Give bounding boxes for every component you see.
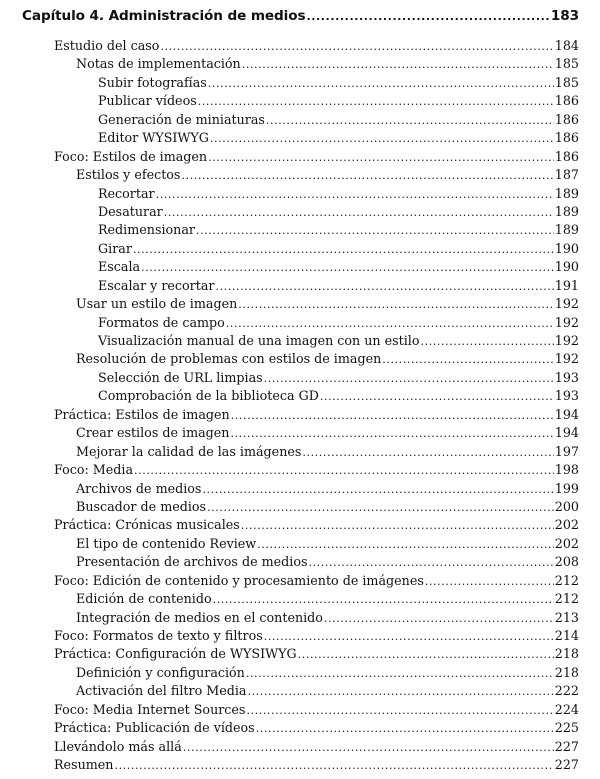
toc-entry — [0, 701, 600, 719]
toc-entry-title: Resumen — [54, 757, 114, 773]
toc-entry-page-number: 218 — [554, 664, 579, 680]
toc-entry-title: Integración de medios en el contenido — [76, 609, 323, 625]
toc-entry-page-number: 192 — [554, 314, 579, 330]
toc-entry-title: Resolución de problemas con estilos de imagen — [76, 351, 382, 367]
toc-entry-page-number: 202 — [554, 535, 579, 551]
toc-entry — [0, 295, 600, 313]
toc-entry — [0, 627, 600, 645]
dot-leader — [306, 10, 549, 23]
toc-entry — [0, 609, 600, 627]
toc-entry-title: Foco: Formatos de texto y filtros — [54, 628, 263, 643]
dot-leader — [215, 278, 553, 296]
toc-entry-title: Buscador de medios — [76, 498, 207, 514]
toc-entry — [0, 37, 600, 55]
dot-leader — [231, 407, 554, 425]
toc-entry — [0, 480, 600, 498]
dot-leader — [133, 241, 554, 259]
toc-entry-page-number: 198 — [554, 462, 579, 478]
toc-entry-page-number: 187 — [554, 167, 579, 183]
toc-entry-page-number: 186 — [554, 93, 579, 109]
toc-entry — [0, 314, 600, 332]
toc-entry-page-number: 192 — [554, 333, 579, 348]
dot-leader — [266, 112, 554, 130]
dot-leader — [425, 573, 554, 591]
toc-entry-page-number: 202 — [554, 517, 579, 533]
toc-entry — [0, 738, 600, 756]
toc-entry-page-number: 191 — [554, 277, 579, 293]
toc-entry — [0, 443, 600, 461]
toc-entry-title: Edición de contenido — [76, 591, 212, 607]
toc-entry-title: Crear estilos de imagen — [76, 425, 230, 441]
toc-entry — [0, 277, 600, 295]
toc-entry-page-number: 212 — [554, 572, 579, 588]
toc-entry-title: Práctica: Configuración de WYSIWYG — [54, 646, 297, 662]
toc-entry-page-number: 227 — [554, 738, 579, 754]
toc-entry-title: Foco: Edición de contenido y procesamiento de imágenes — [54, 572, 424, 588]
toc-entry-title: Recortar — [98, 185, 155, 201]
toc-entry-page-number: 222 — [554, 683, 579, 699]
toc-entry-title: Desaturar — [98, 203, 163, 219]
toc-entry-title: Llevándolo más allá — [54, 738, 182, 754]
dot-leader — [141, 259, 554, 277]
toc-entry-page-number: 193 — [554, 369, 579, 385]
toc-entry-page-number: 186 — [554, 148, 579, 164]
toc-entry — [0, 55, 600, 73]
toc-entry — [0, 258, 600, 276]
dot-leader — [298, 646, 554, 664]
dot-leader — [257, 536, 554, 554]
toc-entry-page-number: 194 — [554, 425, 579, 441]
dot-leader — [160, 38, 553, 56]
dot-leader — [114, 757, 553, 775]
toc-entry — [0, 221, 600, 239]
toc-entry-page-number: 189 — [554, 185, 579, 201]
toc-entry-title: Presentación de archivos de medios — [76, 554, 308, 570]
toc-entry-title: Práctica: Estilos de imagen — [54, 406, 230, 422]
toc-entry-page-number: 199 — [554, 480, 579, 496]
toc-entry-title: El tipo de contenido Review — [76, 535, 257, 551]
toc-entry-title: Foco: Estilos de imagen — [54, 148, 208, 164]
dot-leader — [164, 204, 554, 222]
dot-leader — [302, 444, 553, 462]
chapter-title: Capítulo 4. Administración de medios — [22, 8, 306, 24]
toc-entry-page-number: 224 — [554, 701, 579, 717]
toc-entry-title: Publicar vídeos — [98, 93, 197, 109]
toc-entry-title: Mejorar la calidad de las imágenes — [76, 443, 302, 459]
toc-entry-page-number: 218 — [554, 646, 579, 662]
toc-entry — [0, 572, 600, 590]
toc-entry — [0, 350, 600, 368]
dot-leader — [256, 720, 554, 738]
chapter-heading — [22, 8, 579, 30]
dot-leader — [264, 628, 554, 646]
toc-entry-title: Foco: Media Internet Sources — [54, 701, 246, 717]
toc-entry — [0, 369, 600, 387]
toc-entry-title: Comprobación de la biblioteca GD — [98, 388, 319, 404]
dot-leader — [181, 167, 553, 185]
dot-leader — [247, 683, 553, 701]
dot-leader — [230, 425, 553, 443]
toc-entry-title: Práctica: Crónicas musicales — [54, 517, 240, 533]
toc-entry — [0, 74, 600, 92]
dot-leader — [196, 222, 554, 240]
toc-entry — [0, 148, 600, 166]
toc-entry — [0, 516, 600, 534]
toc-entry-page-number: 197 — [554, 443, 579, 459]
toc-entry-title: Escalar y recortar — [98, 277, 215, 293]
toc-entry-title: Práctica: Publicación de vídeos — [54, 720, 255, 736]
toc-list — [0, 37, 600, 775]
toc-entry — [0, 332, 600, 350]
chapter-page-number: 183 — [550, 8, 579, 24]
toc-entry-page-number: 194 — [554, 406, 579, 422]
dot-leader — [202, 481, 553, 499]
toc-entry-page-number: 200 — [554, 498, 579, 514]
toc-entry-title: Notas de implementación — [76, 56, 241, 72]
toc-entry-page-number: 189 — [554, 203, 579, 219]
toc-entry — [0, 590, 600, 608]
toc-entry-page-number: 212 — [554, 591, 579, 607]
toc-entry — [0, 387, 600, 405]
toc-entry-title: Estilos y efectos — [76, 167, 181, 183]
toc-entry-title: Archivos de medios — [76, 480, 202, 496]
toc-entry — [0, 111, 600, 129]
toc-entry — [0, 756, 600, 774]
dot-leader — [183, 739, 554, 757]
toc-entry-page-number: 186 — [554, 111, 579, 127]
toc-entry-page-number: 189 — [554, 222, 579, 238]
dot-leader — [238, 296, 554, 314]
dot-leader — [241, 517, 554, 535]
toc-entry-title: Activación del filtro Media — [76, 683, 247, 699]
toc-entry — [0, 664, 600, 682]
dot-leader — [382, 351, 554, 369]
toc-entry — [0, 203, 600, 221]
toc-entry-page-number: 193 — [554, 388, 579, 404]
dot-leader — [308, 554, 553, 572]
dot-leader — [198, 93, 554, 111]
toc-entry-page-number: 192 — [554, 296, 579, 312]
toc-entry-title: Girar — [98, 240, 132, 256]
toc-entry-page-number: 186 — [554, 130, 579, 146]
toc-entry — [0, 424, 600, 442]
toc-entry — [0, 535, 600, 553]
toc-entry-page-number: 184 — [554, 38, 579, 53]
toc-entry-title: Escala — [98, 259, 141, 275]
dot-leader — [264, 370, 554, 388]
dot-leader — [134, 462, 554, 480]
dot-leader — [210, 130, 554, 148]
toc-entry — [0, 553, 600, 571]
dot-leader — [246, 665, 554, 683]
toc-entry-title: Usar un estilo de imagen — [76, 296, 238, 312]
toc-entry-page-number: 213 — [554, 609, 579, 625]
toc-entry — [0, 166, 600, 184]
toc-entry-page-number: 190 — [554, 259, 579, 275]
toc-entry-page-number: 190 — [554, 240, 579, 256]
toc-entry — [0, 240, 600, 258]
dot-leader — [421, 333, 554, 351]
toc-entry-page-number: 185 — [554, 56, 579, 72]
toc-entry-title: Redimensionar — [98, 222, 195, 238]
dot-leader — [320, 388, 554, 406]
toc-entry — [0, 645, 600, 663]
toc-entry-title: Editor WYSIWYG — [98, 130, 209, 146]
toc-entry — [0, 92, 600, 110]
toc-entry — [0, 461, 600, 479]
toc-entry — [0, 185, 600, 203]
dot-leader — [242, 56, 554, 74]
toc-entry-page-number: 227 — [554, 757, 579, 773]
dot-leader — [156, 186, 554, 204]
dot-leader — [208, 75, 554, 93]
toc-entry-title: Visualización manual de una imagen con un estilo — [98, 333, 420, 348]
toc-entry — [0, 129, 600, 147]
toc-entry — [0, 719, 600, 737]
dot-leader — [324, 610, 554, 628]
toc-entry-page-number: 192 — [554, 351, 579, 367]
dot-leader — [208, 149, 554, 167]
toc-entry — [0, 498, 600, 516]
toc-entry-title: Formatos de campo — [98, 314, 225, 330]
toc-entry-title: Estudio del caso — [54, 38, 160, 53]
toc-entry-title: Generación de miniaturas — [98, 111, 265, 127]
toc-entry-page-number: 225 — [554, 720, 579, 736]
toc-entry-title: Selección de URL limpias — [98, 369, 263, 385]
toc-entry-page-number: 208 — [554, 554, 579, 570]
toc-entry-title: Subir fotografías — [98, 74, 207, 90]
toc-entry-title: Foco: Media — [54, 462, 134, 478]
dot-leader — [246, 702, 553, 720]
dot-leader — [213, 591, 554, 609]
toc-entry — [0, 406, 600, 424]
dot-leader — [207, 499, 554, 517]
toc-entry-page-number: 214 — [554, 628, 579, 643]
toc-entry-page-number: 185 — [554, 74, 579, 90]
toc-entry-title: Definición y configuración — [76, 664, 245, 680]
dot-leader — [226, 315, 554, 333]
toc-entry — [0, 682, 600, 700]
